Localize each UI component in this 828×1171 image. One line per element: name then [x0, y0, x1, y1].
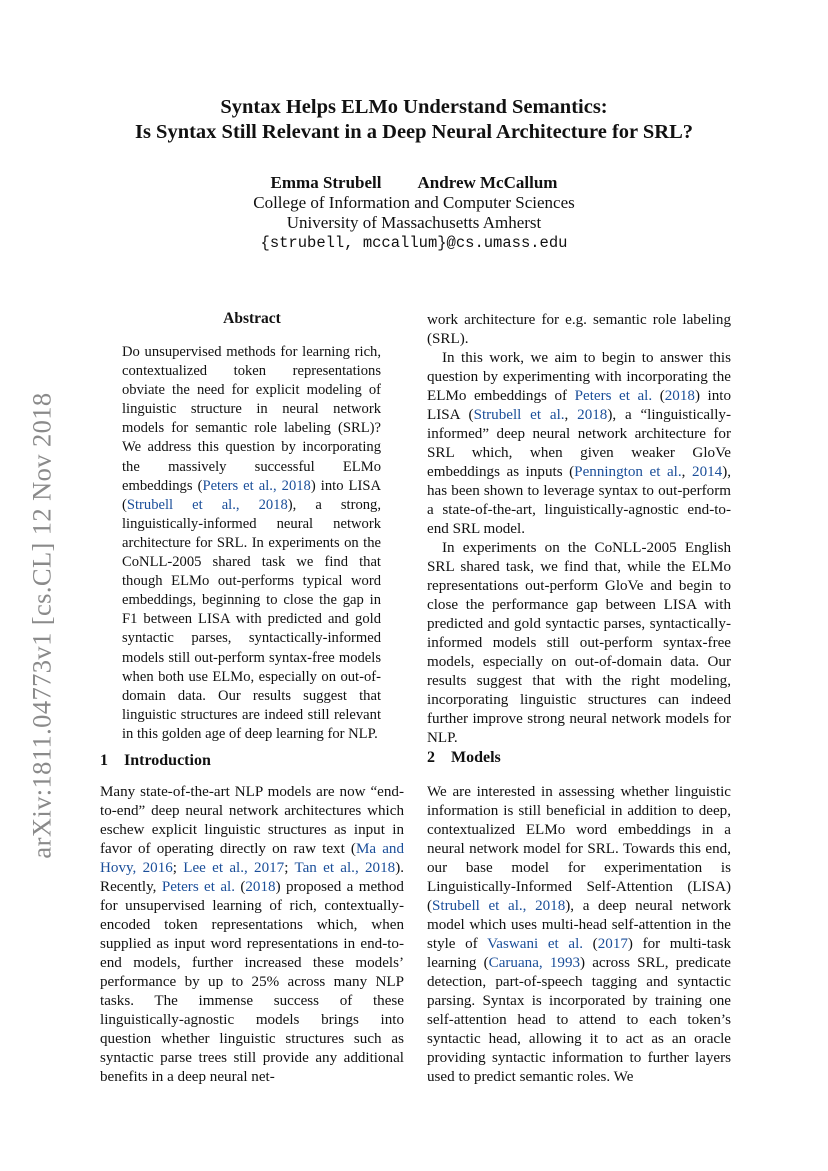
citation-link[interactable]: 2014: [692, 464, 723, 480]
section-number: 2: [427, 749, 435, 766]
citation-link[interactable]: Ma and Hovy, 2016: [100, 841, 404, 876]
citation-link[interactable]: Lee et al., 2017: [183, 860, 285, 876]
abstract-paragraph: [122, 343, 381, 744]
section-heading-introduction: [100, 752, 211, 770]
abstract-heading: Abstract: [223, 310, 281, 327]
arxiv-id-text: arXiv:1811.04773v1 [cs.CL] 12 Nov 2018: [26, 391, 57, 859]
models-body: [427, 783, 731, 1087]
author-block: [0, 173, 828, 253]
citation-link[interactable]: Peters et al.: [574, 388, 653, 404]
section-title: Models: [451, 749, 501, 766]
intro-text: (: [234, 879, 246, 895]
models-text: ) for multi-task learning (: [427, 936, 732, 971]
models-text: ), a deep neural network model which uses multi-head self-attention in the style of: [427, 898, 731, 952]
intro-paragraph-3: In experiments on the CoNLL-2005 English SRL shared task, we find that, while the ELMo representations out-perform GloVe and begin to close the performance gap between LISA with predicted and gold syntactic parses, syntactically-informed models still out-perform syntax-free models, especially on out-of-domain data. Our results suggest that with the right modeling, incorporating linguistic structures can indeed further improve strong neural network models for NLP.: [427, 540, 731, 746]
introduction-continued: [427, 311, 731, 748]
citation-link[interactable]: Peters et al., 2018: [202, 477, 311, 494]
author-2: Andrew McCallum: [417, 173, 558, 192]
author-names: [0, 173, 828, 193]
intro-text: ,: [681, 464, 693, 480]
intro-text: ;: [284, 860, 295, 876]
citation-link[interactable]: Strubell et al., 2018: [126, 496, 288, 513]
models-text: We are interested in assessing whether linguistic information is still beneficial in addition to deep, contextualized ELMo word embeddings in a neural network model for SRL. Towards this end, our base model for experimentation is Linguistically-Informed Self-Attention (LISA) (: [427, 784, 731, 914]
intro-continuation: work architecture for e.g. semantic role labeling (SRL).: [427, 312, 731, 347]
intro-text: ) into LISA (: [427, 388, 731, 423]
section-number: 1: [100, 752, 108, 769]
intro-text: Many state-of-the-art NLP models are now “end-to-end” deep neural network architectures which eschew explicit linguistic structures as input in favor of operating directly on raw text (: [100, 784, 404, 857]
author-1: Emma Strubell: [270, 173, 382, 192]
intro-text: In this work, we aim to begin to answer this question by experimenting with incorporating the ELMo embeddings of: [427, 350, 731, 404]
email-address: {strubell, mccallum}@cs.umass.edu: [260, 234, 568, 252]
abstract-text: ) into LISA (: [122, 477, 381, 513]
intro-text: ), has been shown to leverage syntax to out-perform a state-of-the-art, linguistically-agnostic end-to-end SRL model.: [427, 464, 732, 537]
citation-link[interactable]: Tan et al., 2018: [294, 860, 396, 876]
intro-text: ,: [564, 407, 578, 423]
abstract-text: Do unsupervised methods for learning rich, contextualized token representations obviate the need for explicit modeling of linguistic structure in neural network models for semantic role labeling (SRL)? We address this question by incorporating the massively successful ELMo embeddings (: [122, 344, 381, 494]
citation-link[interactable]: Strubell et al., 2018: [432, 898, 566, 914]
citation-link[interactable]: 2018: [577, 407, 608, 423]
citation-link[interactable]: Vaswani et al.: [487, 936, 584, 952]
abstract-text: ), a strong, linguistically-informed neural network architecture for SRL. In experiments on the CoNLL-2005 shared task we find that though ELMo out-performs typical word embeddings, beginning to close the gap in F1 between LISA with predicted and gold syntactic parses, syntactically-informed models still out-perform syntax-free models when both use ELMo, especially on out-of-domain data. Our results suggest that linguistic structures are indeed still relevant in this golden age of deep learning for NLP.: [122, 496, 381, 742]
title-line-1: Syntax Helps ELMo Understand Semantics:: [220, 96, 608, 118]
intro-text: ) proposed a method for unsupervised learning of rich, contextually-encoded token representations which, when supplied as input word representations in end-to-end models, further increased these models’ performance by up to 25% across many NLP tasks. The immense success of these linguistically-agnostic models brings into question whether linguistic structures such as syntactic parse trees still provide any additional benefits in a deep neural net-: [100, 879, 404, 1085]
citation-link[interactable]: 2018: [664, 388, 695, 404]
citation-link[interactable]: Pennington et al.: [574, 464, 682, 480]
intro-text: ). Recently,: [100, 860, 404, 895]
intro-text: ), a “linguistically-informed” deep neural network architecture for SRL which, when given weaker GloVe embeddings as inputs (: [427, 407, 731, 480]
section-heading-models: [427, 749, 501, 767]
models-text: (: [583, 936, 598, 952]
citation-link[interactable]: Peters et al.: [161, 879, 235, 895]
affiliation-2: University of Massachusetts Amherst: [286, 213, 542, 232]
intro-text: ;: [172, 860, 184, 876]
affiliation-1: College of Information and Computer Sciences: [253, 193, 575, 212]
citation-link[interactable]: 2018: [245, 879, 276, 895]
paper-title: [0, 95, 828, 145]
arxiv-identifier: [12, 360, 72, 890]
abstract-body: [122, 343, 381, 744]
citation-link[interactable]: Caruana, 1993: [488, 955, 581, 971]
intro-text: (: [652, 388, 665, 404]
models-paragraph: [427, 783, 731, 1087]
section-title: Introduction: [124, 752, 211, 769]
models-text: ) across SRL, predicate detection, part-of-speech tagging and syntactic parsing. Syntax is incorporated by training one self-attention head to attend to each token’s syntactic head, allowing it to act as an oracle providing syntactic information to further layers used to predict semantic roles. We: [427, 955, 731, 1085]
introduction-body: [100, 783, 404, 1087]
intro-paragraph-2: [427, 349, 731, 539]
citation-link[interactable]: 2017: [597, 936, 628, 952]
title-line-2: Is Syntax Still Relevant in a Deep Neural Architecture for SRL?: [134, 121, 694, 143]
citation-link[interactable]: Strubell et al.: [473, 407, 565, 423]
intro-paragraph: [100, 783, 404, 1087]
